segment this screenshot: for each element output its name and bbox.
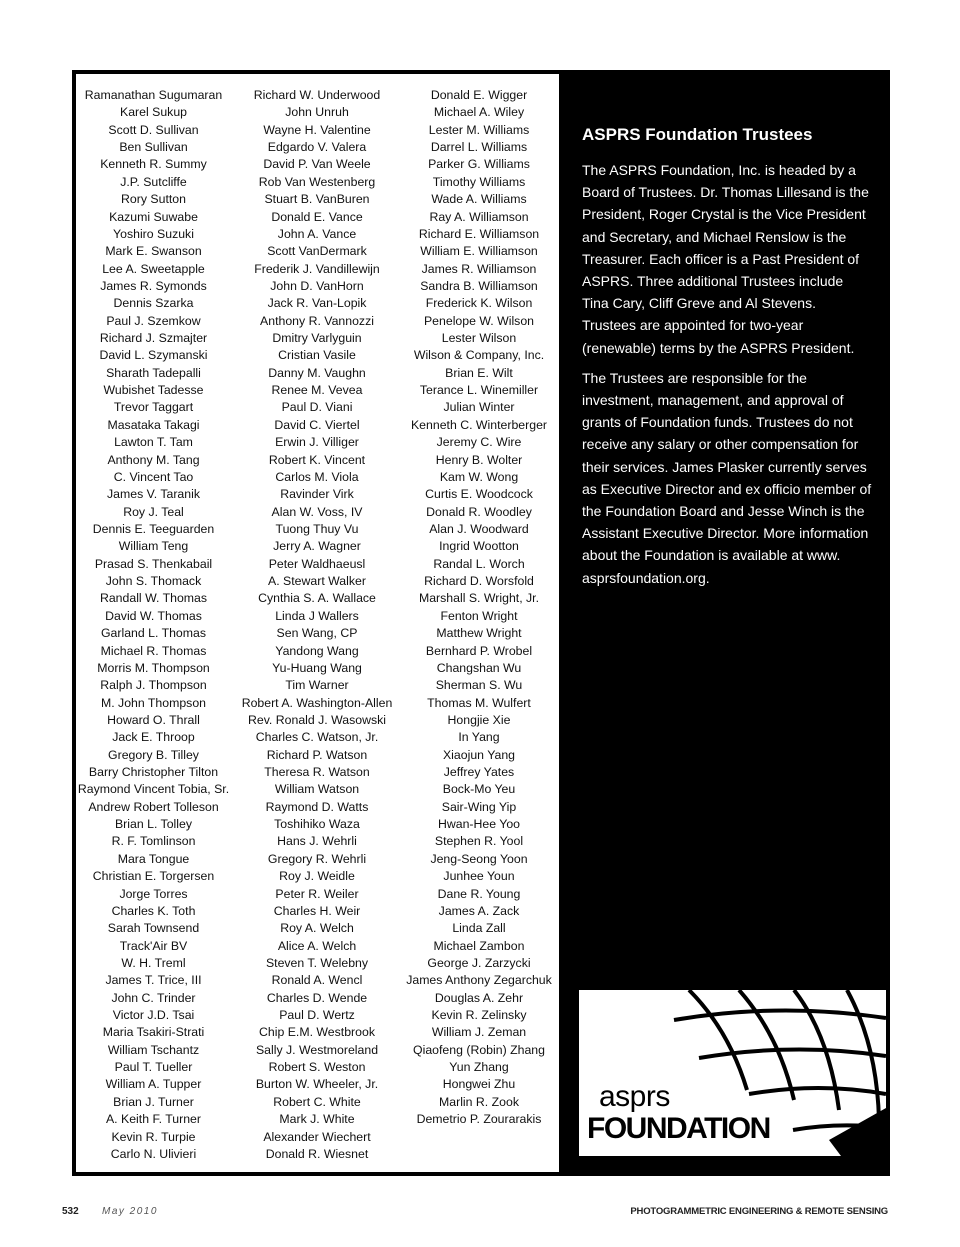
- donor-name: Hongjie Xie: [447, 712, 511, 727]
- donor-name: Dane R. Young: [437, 886, 521, 901]
- donor-name: Peter Waldhaeusl: [268, 556, 366, 571]
- donor-name: Randal L. Worch: [433, 556, 525, 571]
- donor-name: Robert C. White: [273, 1094, 361, 1109]
- donor-name: Tuong Thuy Vu: [275, 521, 359, 536]
- donor-name: Thomas M. Wulfert: [427, 695, 531, 710]
- donor-name: Demetrio P. Zourarakis: [416, 1112, 542, 1127]
- donor-name: Roy J. Teal: [123, 504, 184, 519]
- donor-name: William A. Tupper: [105, 1077, 202, 1092]
- donor-name: Track'Air BV: [119, 938, 188, 953]
- donor-name: Yandong Wang: [275, 643, 359, 658]
- donor-name: Qiaofeng (Robin) Zhang: [413, 1042, 545, 1057]
- donor-name: A. Stewart Walker: [268, 574, 366, 589]
- donor-name: C. Vincent Tao: [113, 469, 194, 484]
- donor-name: Jorge Torres: [119, 886, 188, 901]
- donor-column-3: [400, 87, 558, 1129]
- donor-name: William Watson: [274, 782, 360, 797]
- donor-name: Douglas A. Zehr: [434, 990, 524, 1005]
- donor-name: Fenton Wright: [440, 608, 518, 623]
- donor-name: Hongwei Zhu: [442, 1077, 516, 1092]
- donor-name: Scott VanDermark: [267, 244, 367, 259]
- donor-name: Parker G. Williams: [428, 157, 530, 172]
- asprs-foundation-logo: [579, 990, 886, 1156]
- donor-name: Paul D. Wertz: [279, 1008, 355, 1023]
- donor-name: Carlo N. Ulivieri: [110, 1146, 197, 1161]
- donor-name: Robert A. Washington-Allen: [241, 695, 393, 710]
- donor-name: Kenneth C. Winterberger: [410, 417, 548, 432]
- donor-name: Sair-Wing Yip: [441, 799, 517, 814]
- donor-name: Alan J. Woodward: [429, 521, 529, 536]
- donor-name: Gregory R. Wehrli: [267, 851, 367, 866]
- donor-name: In Yang: [458, 730, 500, 745]
- donor-name: Frederick K. Wilson: [425, 296, 533, 311]
- donor-name: Trevor Taggart: [113, 400, 194, 415]
- donor-name: Donald R. Woodley: [426, 504, 532, 519]
- donor-name: Stuart B. VanBuren: [264, 192, 370, 207]
- donor-name: Wade A. Williams: [431, 192, 527, 207]
- donor-name: Jeffrey Yates: [443, 765, 515, 780]
- trustees-paragraph-1: The ASPRS Foundation, Inc. is headed by a Board of Trustees. Dr. Thomas Lillesand is the President, Roger Crystal is the Vice President and Secretary, and Michael Renslow is the Treasurer. Each officer is a Past President of ASPRS. Three additional Trustees include Tina Cary, Cliff Greve and Al Stevens. Trustees are appointed for two-year (renewable) terms by the ASPRS President.: [582, 162, 869, 356]
- trustees-paragraph-2: The Trustees are responsible for the investment, management, and approval of grants of Foundation funds. Trustees do not receive any salary or other compensation for their services. James Plasker currently serves as Executive Director and ex officio member of the Foundation Board and Jesse Winch is the Assistant Executive Director. More information about the Foundation is available at www. asprsfoundation.org.: [582, 369, 872, 586]
- donor-name: Marshall S. Wright, Jr.: [418, 591, 540, 606]
- donor-name: Ray A. Williamson: [429, 209, 529, 224]
- donor-name: Victor J.D. Tsai: [112, 1008, 195, 1023]
- donor-name: Jeng-Seong Yoon: [430, 851, 528, 866]
- donor-name: Jack E. Throop: [112, 730, 195, 745]
- donor-name: Theresa R. Watson: [264, 765, 370, 780]
- donor-name: Rev. Ronald J. Wasowski: [247, 712, 387, 727]
- donor-name: Kam W. Wong: [439, 469, 519, 484]
- donor-name: Ben Sullivan: [119, 140, 188, 155]
- donor-name: William E. Williamson: [420, 244, 538, 259]
- donor-name: Sandra B. Williamson: [420, 278, 538, 293]
- donor-name: James A. Zack: [438, 903, 520, 918]
- donor-name: John S. Thomack: [105, 574, 202, 589]
- donor-name: Lee A. Sweetapple: [102, 261, 205, 276]
- donor-name: Peter R. Weiler: [275, 886, 359, 901]
- donor-name: Kevin R. Turpie: [111, 1129, 196, 1144]
- donor-name: James R. Symonds: [100, 278, 207, 293]
- donor-name: Sarah Townsend: [107, 921, 200, 936]
- donor-name: Timothy Williams: [432, 174, 526, 189]
- trustees-sidebar: [582, 124, 872, 597]
- donor-name: Wayne H. Valentine: [263, 122, 371, 137]
- donor-name: Sharath Tadepalli: [106, 365, 201, 380]
- donor-name: Michael R. Thomas: [100, 643, 207, 658]
- donor-name: Charles D. Wende: [266, 990, 368, 1005]
- donor-name: Randall W. Thomas: [99, 591, 208, 606]
- donor-name: Terance L. Winemiller: [419, 383, 539, 398]
- donor-name: Dennis Szarka: [113, 296, 194, 311]
- donor-name: John Unruh: [285, 105, 349, 120]
- donor-name: Junhee Youn: [443, 869, 515, 884]
- donor-name: David C. Viertel: [274, 417, 360, 432]
- donor-name: Julian Winter: [443, 400, 515, 415]
- donor-name: Burton W. Wheeler, Jr.: [255, 1077, 379, 1092]
- donor-name: Chip E.M. Westbrook: [259, 1025, 375, 1040]
- donor-column-2: [237, 87, 397, 1163]
- donor-name: William Tschantz: [107, 1042, 200, 1057]
- donor-name: Charles K. Toth: [111, 903, 196, 918]
- donor-name: Mark E. Swanson: [105, 244, 202, 259]
- donor-name: Renee M. Vevea: [271, 383, 363, 398]
- donor-name: Richard P. Watson: [266, 747, 368, 762]
- donor-name: Prasad S. Thenkabail: [94, 556, 213, 571]
- donor-name: Kenneth R. Summy: [100, 157, 207, 172]
- donor-name: Wubishet Tadesse: [103, 383, 204, 398]
- donor-name: John D. VanHorn: [270, 278, 364, 293]
- donor-name: George J. Zarzycki: [427, 955, 531, 970]
- donor-name: Hwan-Hee Yoo: [437, 817, 521, 832]
- donor-name: Wilson & Company, Inc.: [413, 348, 545, 363]
- donor-name: W. H. Treml: [121, 955, 186, 970]
- donor-name: Ingrid Wootton: [439, 539, 519, 554]
- logo-asprs-text: asprs: [599, 1080, 670, 1113]
- journal-name: PHOTOGRAMMETRIC ENGINEERING & REMOTE SENSING: [630, 1206, 888, 1217]
- donor-name: Carlos M. Viola: [275, 469, 359, 484]
- donor-name: Sen Wang, CP: [276, 626, 358, 641]
- donor-name: Ronald A. Wencl: [271, 973, 363, 988]
- donor-name: David P. Van Weele: [263, 157, 371, 172]
- donor-name: R. F. Tomlinson: [111, 834, 196, 849]
- donor-name: Henry B. Wolter: [435, 452, 523, 467]
- donor-name: Ramanathan Sugumaran: [84, 88, 223, 102]
- donor-name: Andrew Robert Tolleson: [88, 799, 219, 814]
- donor-name: Darrel L. Williams: [430, 140, 528, 155]
- donor-name: Donald E. Wigger: [430, 88, 528, 102]
- donor-name: Michael Zambon: [433, 938, 525, 953]
- donor-name: Sally J. Westmoreland: [255, 1042, 379, 1057]
- donor-name: Donald R. Wiesnet: [265, 1146, 369, 1161]
- donor-name: Stephen R. Yool: [434, 834, 524, 849]
- donor-name: Tim Warner: [285, 678, 349, 693]
- donor-name: Lester M. Williams: [428, 122, 530, 137]
- donor-name: James V. Taranik: [107, 487, 200, 502]
- donor-name: Sherman S. Wu: [435, 678, 523, 693]
- donor-name: Mark J. White: [279, 1112, 355, 1127]
- donor-name: Bernhard P. Wrobel: [425, 643, 533, 658]
- donor-name: Changshan Wu: [436, 660, 522, 675]
- donor-name: Brian E. Wilt: [445, 365, 513, 380]
- donor-name: Linda J Wallers: [275, 608, 359, 623]
- donor-name: Michael A. Wiley: [433, 105, 525, 120]
- trustees-heading: ASPRS Foundation Trustees: [582, 125, 813, 144]
- donor-name: Charles C. Watson, Jr.: [255, 730, 379, 745]
- donor-name: Yu-Huang Wang: [272, 660, 362, 675]
- donor-name: Roy A. Welch: [280, 921, 354, 936]
- donor-name: Steven T. Welebny: [265, 955, 369, 970]
- donor-name: Brian J. Turner: [113, 1094, 194, 1109]
- donor-column-1: [76, 87, 231, 1163]
- donor-name: Ravinder Virk: [280, 487, 354, 502]
- donor-name: John A. Vance: [277, 226, 357, 241]
- donor-name: James T. Trice, III: [105, 973, 202, 988]
- donor-name: Frederik J. Vandillewijn: [254, 261, 380, 276]
- donor-name: Hans J. Wehrli: [277, 834, 357, 849]
- donor-name: Richard E. Williamson: [418, 226, 540, 241]
- donor-name: James Anthony Zegarchuk: [406, 973, 552, 988]
- donor-name: Paul J. Szemkow: [106, 313, 201, 328]
- donor-name: Matthew Wright: [436, 626, 522, 641]
- donor-name: Masataka Takagi: [107, 417, 200, 432]
- donor-name: Rory Sutton: [121, 192, 186, 207]
- donor-name: Penelope W. Wilson: [423, 313, 535, 328]
- donor-name: Richard D. Worsfold: [424, 574, 534, 589]
- donor-name: Alexander Wiechert: [263, 1129, 371, 1144]
- donor-name: William J. Zeman: [431, 1025, 527, 1040]
- donor-name: Toshihiko Waza: [274, 817, 360, 832]
- page-number: 532: [62, 1206, 79, 1217]
- donor-name: Garland L. Thomas: [100, 626, 207, 641]
- donor-name: Jack R. Van-Lopik: [267, 296, 367, 311]
- donor-name: Cristian Vasile: [278, 348, 356, 363]
- donor-name: Yoshiro Suzuki: [113, 226, 194, 241]
- donor-name: Yun Zhang: [449, 1060, 509, 1075]
- donor-name: Alan W. Voss, IV: [271, 504, 363, 519]
- donor-name: Kazumi Suwabe: [109, 209, 198, 224]
- donor-name: David L. Szymanski: [99, 348, 208, 363]
- issue-date: May 2010: [102, 1206, 158, 1217]
- donor-name: Scott D. Sullivan: [108, 122, 199, 137]
- donor-name: Ralph J. Thompson: [100, 678, 207, 693]
- donor-name: Dennis E. Teeguarden: [92, 521, 215, 536]
- donor-name: Donald E. Vance: [271, 209, 363, 224]
- donor-name: Richard J. Szmajter: [99, 331, 208, 346]
- donor-name: Rob Van Westenberg: [258, 174, 376, 189]
- donor-name: Danny M. Vaughn: [268, 365, 366, 380]
- donor-name: Charles H. Weir: [273, 903, 361, 918]
- donor-name: Robert K. Vincent: [268, 452, 366, 467]
- donor-name: Dmitry Varlyguin: [272, 331, 362, 346]
- logo-foundation-text: FOUNDATION: [587, 1112, 770, 1145]
- donor-name: Morris M. Thompson: [97, 660, 210, 675]
- donor-name: Raymond Vincent Tobia, Sr.: [77, 782, 230, 797]
- donor-name: J.P. Sutcliffe: [120, 174, 187, 189]
- donor-name: Anthony R. Vannozzi: [260, 313, 374, 328]
- donor-name: Jeremy C. Wire: [436, 435, 522, 450]
- donor-name: Kevin R. Zelinsky: [431, 1008, 527, 1023]
- donor-name: Maria Tsakiri-Strati: [102, 1025, 205, 1040]
- donor-name: Robert S. Weston: [268, 1060, 366, 1075]
- donor-name: James R. Williamson: [421, 261, 537, 276]
- donor-name: Alice A. Welch: [277, 938, 357, 953]
- donor-name: Barry Christopher Tilton: [88, 765, 219, 780]
- donor-name: Bock-Mo Yeu: [442, 782, 516, 797]
- donor-name: Gregory B. Tilley: [108, 747, 199, 762]
- donor-name: Paul D. Viani: [281, 400, 353, 415]
- donor-name: Howard O. Thrall: [107, 712, 200, 727]
- donor-name: Anthony M. Tang: [107, 452, 200, 467]
- donor-name: Roy J. Weidle: [279, 869, 355, 884]
- donor-name: David W. Thomas: [105, 608, 202, 623]
- donor-name: Cynthia S. A. Wallace: [258, 591, 376, 606]
- donor-name: Edgardo V. Valera: [267, 140, 367, 155]
- donor-name: Lawton T. Tam: [114, 435, 193, 450]
- donor-name: Paul T. Tueller: [114, 1060, 193, 1075]
- donor-name: Marlin R. Zook: [439, 1094, 519, 1109]
- donor-name: William Teng: [118, 539, 189, 554]
- donor-name: Brian L. Tolley: [114, 817, 192, 832]
- donor-name: Jerry A. Wagner: [273, 539, 361, 554]
- donor-name: Christian E. Torgersen: [92, 869, 215, 884]
- donor-name: Mara Tongue: [117, 851, 190, 866]
- donor-name: John C. Trinder: [111, 990, 196, 1005]
- donor-name: Xiaojun Yang: [442, 747, 516, 762]
- donor-name: Erwin J. Villiger: [275, 435, 359, 450]
- donor-name: A. Keith F. Turner: [105, 1112, 201, 1127]
- donor-name: M. John Thompson: [100, 695, 207, 710]
- donor-name: Lester Wilson: [441, 331, 517, 346]
- donor-name: Linda Zall: [452, 921, 506, 936]
- donor-name: Curtis E. Woodcock: [425, 487, 533, 502]
- donor-name: Richard W. Underwood: [253, 88, 381, 102]
- donor-name: Karel Sukup: [120, 105, 187, 120]
- donor-name: Raymond D. Watts: [265, 799, 369, 814]
